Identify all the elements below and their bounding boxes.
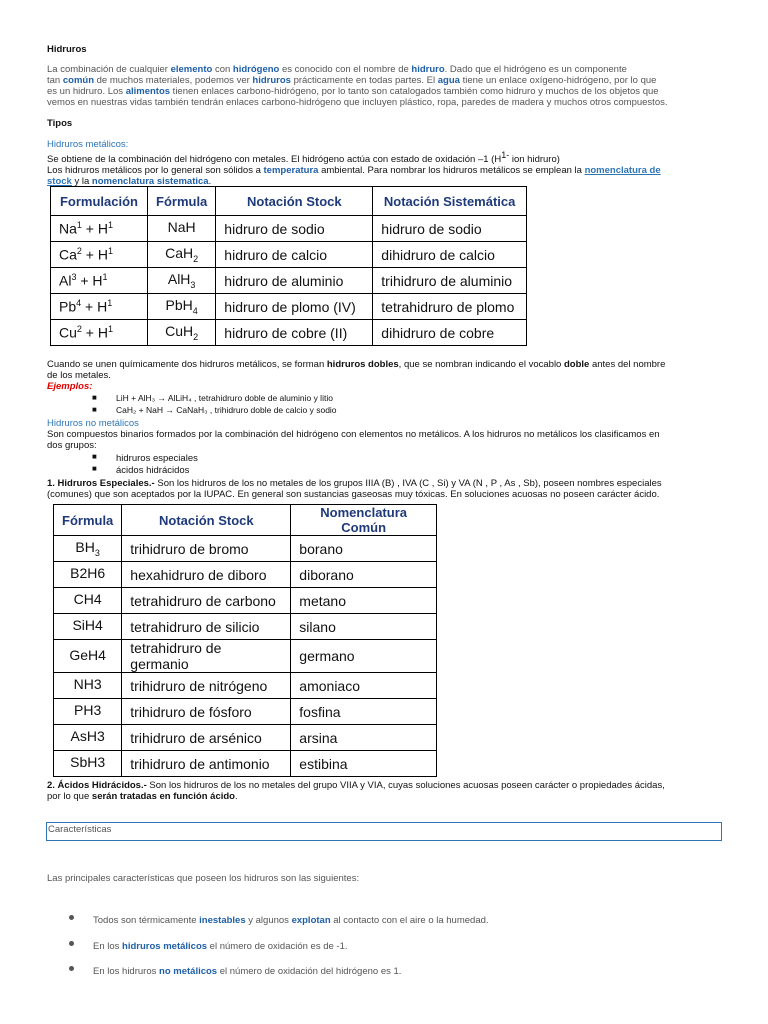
formulacion-cell: $Cu^2 + H^1$ bbox=[51, 320, 148, 346]
table-row bbox=[54, 640, 437, 673]
table-row bbox=[51, 242, 527, 268]
formula-cell: NH3 bbox=[54, 673, 122, 699]
metalicos-section: Hidruros metálicos: Se obtiene de la combinación del hidrógeno con metales. El hidrógeno actúa con estado de oxidación –1 ($H^{1-}$ ion hidruro) Los hidruros metálicos por lo general son sólidos a temperatura ambiental. Para nombrar los hidruros metálicos se emplean la nomenclatura de stock y la nomenclatura sistematica. bbox=[47, 139, 737, 187]
formula-cell: AsH3 bbox=[54, 725, 122, 751]
comun-cell: arsina bbox=[291, 725, 437, 751]
sistematica-cell: tetrahidruro de plomo bbox=[373, 294, 527, 320]
example-2: CaH₂ + NaH → CaNaH₃ , trihidruro doble de calcio y sodio bbox=[116, 405, 337, 415]
stock-cell: tetrahidruro de germanio bbox=[122, 640, 291, 673]
list-item: En los hidruros metálicos el número de oxidación es de -1. bbox=[93, 941, 348, 952]
comun-cell: amoniaco bbox=[291, 673, 437, 699]
formula-cell: B2H6 bbox=[54, 562, 122, 588]
formulacion-cell: $Na^1 + H^1$ bbox=[51, 216, 148, 242]
table-row bbox=[54, 751, 437, 777]
link-elemento[interactable]: elemento bbox=[170, 64, 213, 75]
link-hidruro[interactable]: hidruro bbox=[411, 64, 445, 75]
sistematica-cell: dihidruro de calcio bbox=[373, 242, 527, 268]
link-agua[interactable]: agua bbox=[437, 75, 460, 86]
table-row bbox=[51, 320, 527, 346]
col-header: Nomenclatura Común bbox=[291, 505, 437, 536]
nometalicos-heading: Hidruros no metálicos bbox=[47, 418, 139, 429]
list-item: hidruros especiales bbox=[116, 453, 198, 464]
formula-cell: $BH_3$ bbox=[54, 536, 122, 562]
table-row bbox=[51, 268, 527, 294]
table-row bbox=[51, 294, 527, 320]
link-alimentos[interactable]: alimentos bbox=[125, 86, 171, 97]
list-item: En los hidruros no metálicos el número de oxidación del hidrógeno es 1. bbox=[93, 966, 402, 977]
table-row bbox=[54, 614, 437, 640]
formula-cell: SbH3 bbox=[54, 751, 122, 777]
comun-cell: germano bbox=[291, 640, 437, 673]
formula-cell: CH4 bbox=[54, 588, 122, 614]
comun-cell: borano bbox=[291, 536, 437, 562]
table-row bbox=[54, 699, 437, 725]
stock-cell: tetrahidruro de silicio bbox=[122, 614, 291, 640]
acidos-paragraph: 2. Ácidos Hidrácidos.- Son los hidruros de los no metales del grupo VIIA y VIA, cuyas soluciones acuosas poseen carácter o propiedades ácidas, por lo que serán tratadas en función ácido. bbox=[47, 780, 665, 802]
table-header-row bbox=[54, 505, 437, 536]
stock-cell: tetrahidruro de carbono bbox=[122, 588, 291, 614]
link-inestables[interactable]: inestables bbox=[199, 915, 246, 926]
link-temperatura[interactable]: temperatura bbox=[263, 165, 319, 177]
table-row bbox=[54, 725, 437, 751]
bullet-icon: ■ bbox=[92, 393, 97, 402]
stock-cell: trihidruro de antimonio bbox=[122, 751, 291, 777]
table-row bbox=[54, 673, 437, 699]
sistematica-cell: dihidruro de cobre bbox=[373, 320, 527, 346]
bullet-icon: ■ bbox=[92, 405, 97, 414]
link-nomenclatura-stock[interactable]: nomenclatura de bbox=[584, 165, 661, 177]
example-1: LiH + AlH₃ → AlLiH₄ , tetrahidruro doble de aluminio y litio bbox=[116, 393, 333, 403]
stock-cell: hidruro de sodio bbox=[216, 216, 373, 242]
metal-hydrides-table bbox=[50, 186, 527, 346]
link-stock[interactable]: stock bbox=[47, 176, 72, 188]
formulacion-cell: $Ca^2 + H^1$ bbox=[51, 242, 148, 268]
comun-cell: metano bbox=[291, 588, 437, 614]
formulacion-cell: $Al^3 + H^1$ bbox=[51, 268, 148, 294]
stock-cell: hidruro de calcio bbox=[216, 242, 373, 268]
link-hidrogeno[interactable]: hidrógeno bbox=[232, 64, 280, 75]
bullet-icon bbox=[69, 915, 74, 920]
link-comun[interactable]: común bbox=[62, 75, 94, 86]
formula-cell: PbH$_4$ bbox=[148, 294, 216, 320]
caracteristicas-box bbox=[46, 822, 722, 841]
col-header: Formulación bbox=[51, 187, 148, 216]
list-item: ácidos hidrácidos bbox=[116, 465, 190, 476]
bullet-icon: ■ bbox=[92, 464, 97, 473]
link-hidruros[interactable]: hidruros bbox=[252, 75, 291, 86]
col-header: Notación Stock bbox=[216, 187, 373, 216]
comun-cell: fosfina bbox=[291, 699, 437, 725]
formula-cell: NaH bbox=[148, 216, 216, 242]
sistematica-cell: hidruro de sodio bbox=[373, 216, 527, 242]
bullet-icon: ■ bbox=[92, 452, 97, 461]
caracteristicas-intro: Las principales características que poseen los hidruros son las siguientes: bbox=[47, 873, 360, 884]
stock-cell: trihidruro de fósforo bbox=[122, 699, 291, 725]
section-tipos: Tipos bbox=[47, 118, 73, 129]
stock-cell: hidruro de plomo (IV) bbox=[216, 294, 373, 320]
table-header-row bbox=[51, 187, 527, 216]
caracteristicas-heading: Características bbox=[48, 824, 112, 835]
formula-cell: CaH$_2$ bbox=[148, 242, 216, 268]
stock-cell: hidruro de aluminio bbox=[216, 268, 373, 294]
formula-cell: SiH4 bbox=[54, 614, 122, 640]
ejemplos-label: Ejemplos: bbox=[47, 381, 93, 392]
formulacion-cell: $Pb^4 + H^1$ bbox=[51, 294, 148, 320]
comun-cell: silano bbox=[291, 614, 437, 640]
dobles-section: Cuando se unen químicamente dos hidruros metálicos, se forman hidruros dobles, que se nombran indicando el vocablo doble antes del nombre de los metales. Ejemplos: bbox=[47, 359, 737, 392]
bullet-icon bbox=[69, 941, 74, 946]
formula-cell: CuH$_2$ bbox=[148, 320, 216, 346]
link-explotan[interactable]: explotan bbox=[291, 915, 331, 926]
table-row bbox=[54, 588, 437, 614]
nometalicos-section: Hidruros no metálicos Son compuestos binarios formados por la combinación del hidrógeno con elementos no metálicos. A los hidruros no metálicos los clasificamos en dos grupos: bbox=[47, 418, 737, 451]
bullet-icon bbox=[69, 966, 74, 971]
intro-paragraph: La combinación de cualquier elemento con hidrógeno es conocido con el nombre de hidruro. Dado que el hidrógeno es un componente tan común de muchos materiales, podemos ver hidruros prácticamente en todas partes. El agua tiene un enlace oxígeno-hidrógeno, por lo que es un hidruro. Los alimentos tienen enlaces carbono-hidrógeno, por lo tanto son catalogados también como hidruro y muchos de los objetos que vemos en nuestras vidas también tendrán enlaces carbono-hidrógeno que incluyen plástico, ropa, paredes de madera y muchos otros compuestos. bbox=[47, 64, 668, 108]
comun-cell: diborano bbox=[291, 562, 437, 588]
col-header: Notación Sistemática bbox=[373, 187, 527, 216]
especiales-paragraph: 1. Hidruros Especiales.- Son los hidruros de los no metales de los grupos IIIA (B) , IVA (C , Si) y VA (N , P , As , Sb), poseen nombres especiales (comunes) que son aceptados por la IUPAC. En general son sustancias gaseosas muy tóxicas. En soluciones acuosas no poseen carácter ácido. bbox=[47, 478, 662, 500]
table-row bbox=[54, 536, 437, 562]
stock-cell: hexahidruro de diboro bbox=[122, 562, 291, 588]
page-title: Hidruros bbox=[47, 44, 87, 55]
comun-cell: estibina bbox=[291, 751, 437, 777]
formula-cell: PH3 bbox=[54, 699, 122, 725]
special-hydrides-table bbox=[53, 504, 437, 777]
sistematica-cell: trihidruro de aluminio bbox=[373, 268, 527, 294]
link-nomenclatura-sistematica[interactable]: nomenclatura sistematica bbox=[91, 176, 209, 188]
col-header: Fórmula bbox=[148, 187, 216, 216]
table-row bbox=[51, 216, 527, 242]
link-hidruros-metalicos[interactable]: hidruros metálicos bbox=[122, 941, 208, 952]
stock-cell: hidruro de cobre (II) bbox=[216, 320, 373, 346]
link-no-metalicos[interactable]: no metálicos bbox=[159, 966, 218, 977]
col-header: Fórmula bbox=[54, 505, 122, 536]
stock-cell: trihidruro de bromo bbox=[122, 536, 291, 562]
table-row bbox=[54, 562, 437, 588]
col-header: Notación Stock bbox=[122, 505, 291, 536]
list-item: Todos son térmicamente inestables y algunos explotan al contacto con el aire o la humedad. bbox=[93, 915, 489, 926]
stock-cell: trihidruro de nitrógeno bbox=[122, 673, 291, 699]
stock-cell: trihidruro de arsénico bbox=[122, 725, 291, 751]
formula-cell: AlH$_3$ bbox=[148, 268, 216, 294]
metalicos-heading: Hidruros metálicos: bbox=[47, 139, 129, 150]
formula-cell: GeH4 bbox=[54, 640, 122, 673]
